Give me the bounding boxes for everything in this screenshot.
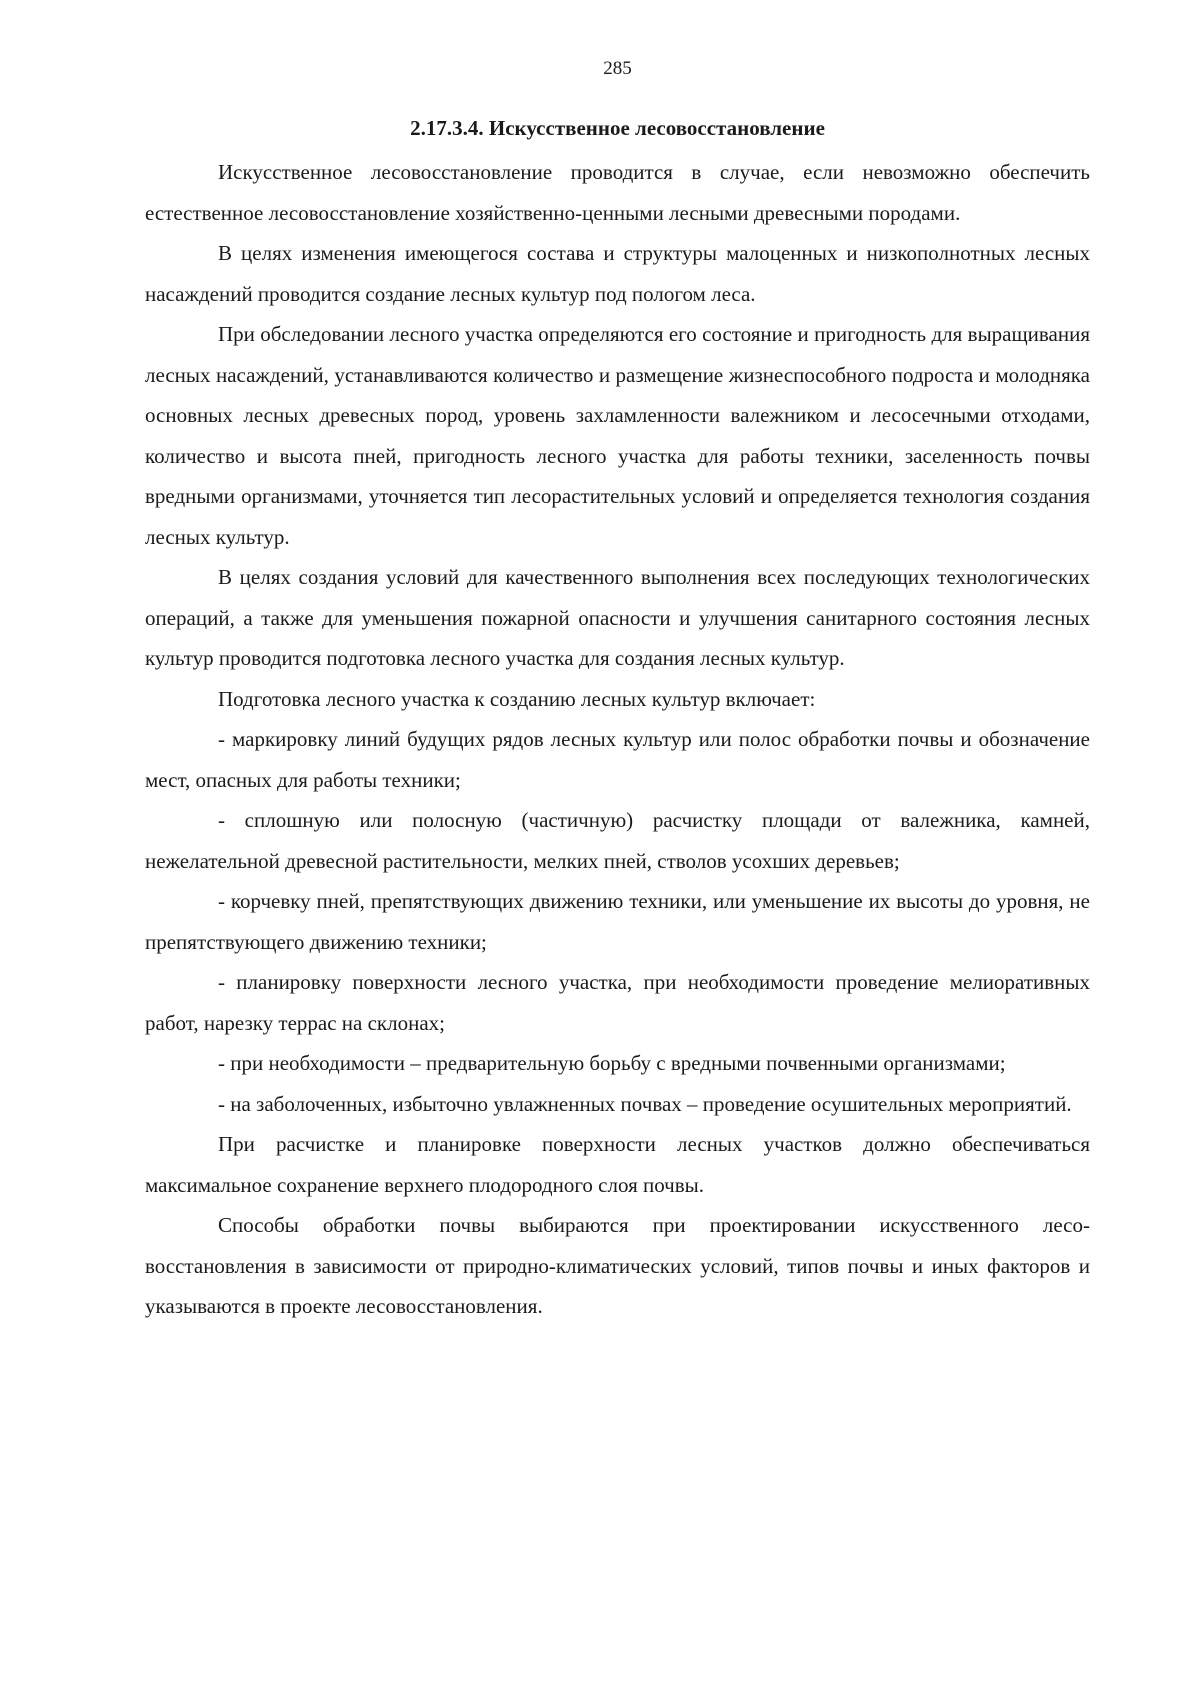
paragraph-under-canopy: В целях изменения имеющегося состава и структуры малоценных и низкополнотных лесных насаждений проводится создание лесных культур под пологом леса. [145,241,1090,306]
document-body [145,152,1090,1327]
section-title: 2.17.3.4. Искусственное лесовосстановление [410,116,825,140]
paragraph-survey: При обследовании лесного участка определяются его состояние и пригодность для выращивания лесных насаждений, устанавливаются количество и размещение жизнеспособного подроста и молодняка основных лесных древесных пород, уровень захламленности валежником и лесосечными отходами, количество и высота пней, пригодность лесного участка для работы техники, заселенность почвы вредными организмами, уточняется тип лесорастительных условий и определяется технология создания лесных культур. [145,322,1090,549]
page-number: 285 [603,58,632,79]
list-item-stump-removal: - корчевку пней, препятствующих движению техники, или уменьшение их высоты до уровня, не препятствующего движению техники; [145,889,1090,954]
list-item-marking: - маркировку линий будущих рядов лесных культур или полос обработки почвы и обозначение мест, опасных для работы техники; [145,727,1090,792]
paragraph-list-intro: Подготовка лесного участка к созданию лесных культур включает: [218,686,816,711]
list-item-clearing: - сплошную или полосную (частичную) расчистку площади от валежника, камней, нежелательной древесной растительности, мелких пней, стволов усохших деревьев; [145,808,1090,873]
list-item-pest-control: - при необходимости – предварительную борьбу с вредными почвенными организмами; [218,1051,1006,1075]
paragraph-site-preparation: В целях создания условий для качественного выполнения всех последующих технологических операций, а также для уменьшения пожарной опасности и улучшения санитарного состояния лесных культур проводится подготовка лесного участка для создания лесных культур. [145,565,1090,670]
list-item-drainage: - на заболоченных, избыточно увлажненных почвах – проведение осушительных мероприятий. [218,1091,1072,1116]
paragraph-intro: Искусственное лесовосстановление проводится в случае, если невозможно обеспечить естественное лесовосстановление хозяйственно-ценными лесными древесными породами. [145,160,1090,225]
list-item-surface-planning: - планировку поверхности лесного участка, при необходимости проведение мелиоративных работ, нарезку террас на склонах; [145,970,1090,1035]
paragraph-topsoil: При расчистке и планировке поверхности лесных участков должно обеспечиваться максимальное сохранение верхнего плодородного слоя почвы. [145,1132,1090,1197]
paragraph-tillage-methods: Способы обработки почвы выбираются при проектировании искусственного лесовосстановления в зависимости от природно-климатических условий, типов почвы и иных факторов и указываются в проекте лесовосстановления. [145,1213,1090,1318]
